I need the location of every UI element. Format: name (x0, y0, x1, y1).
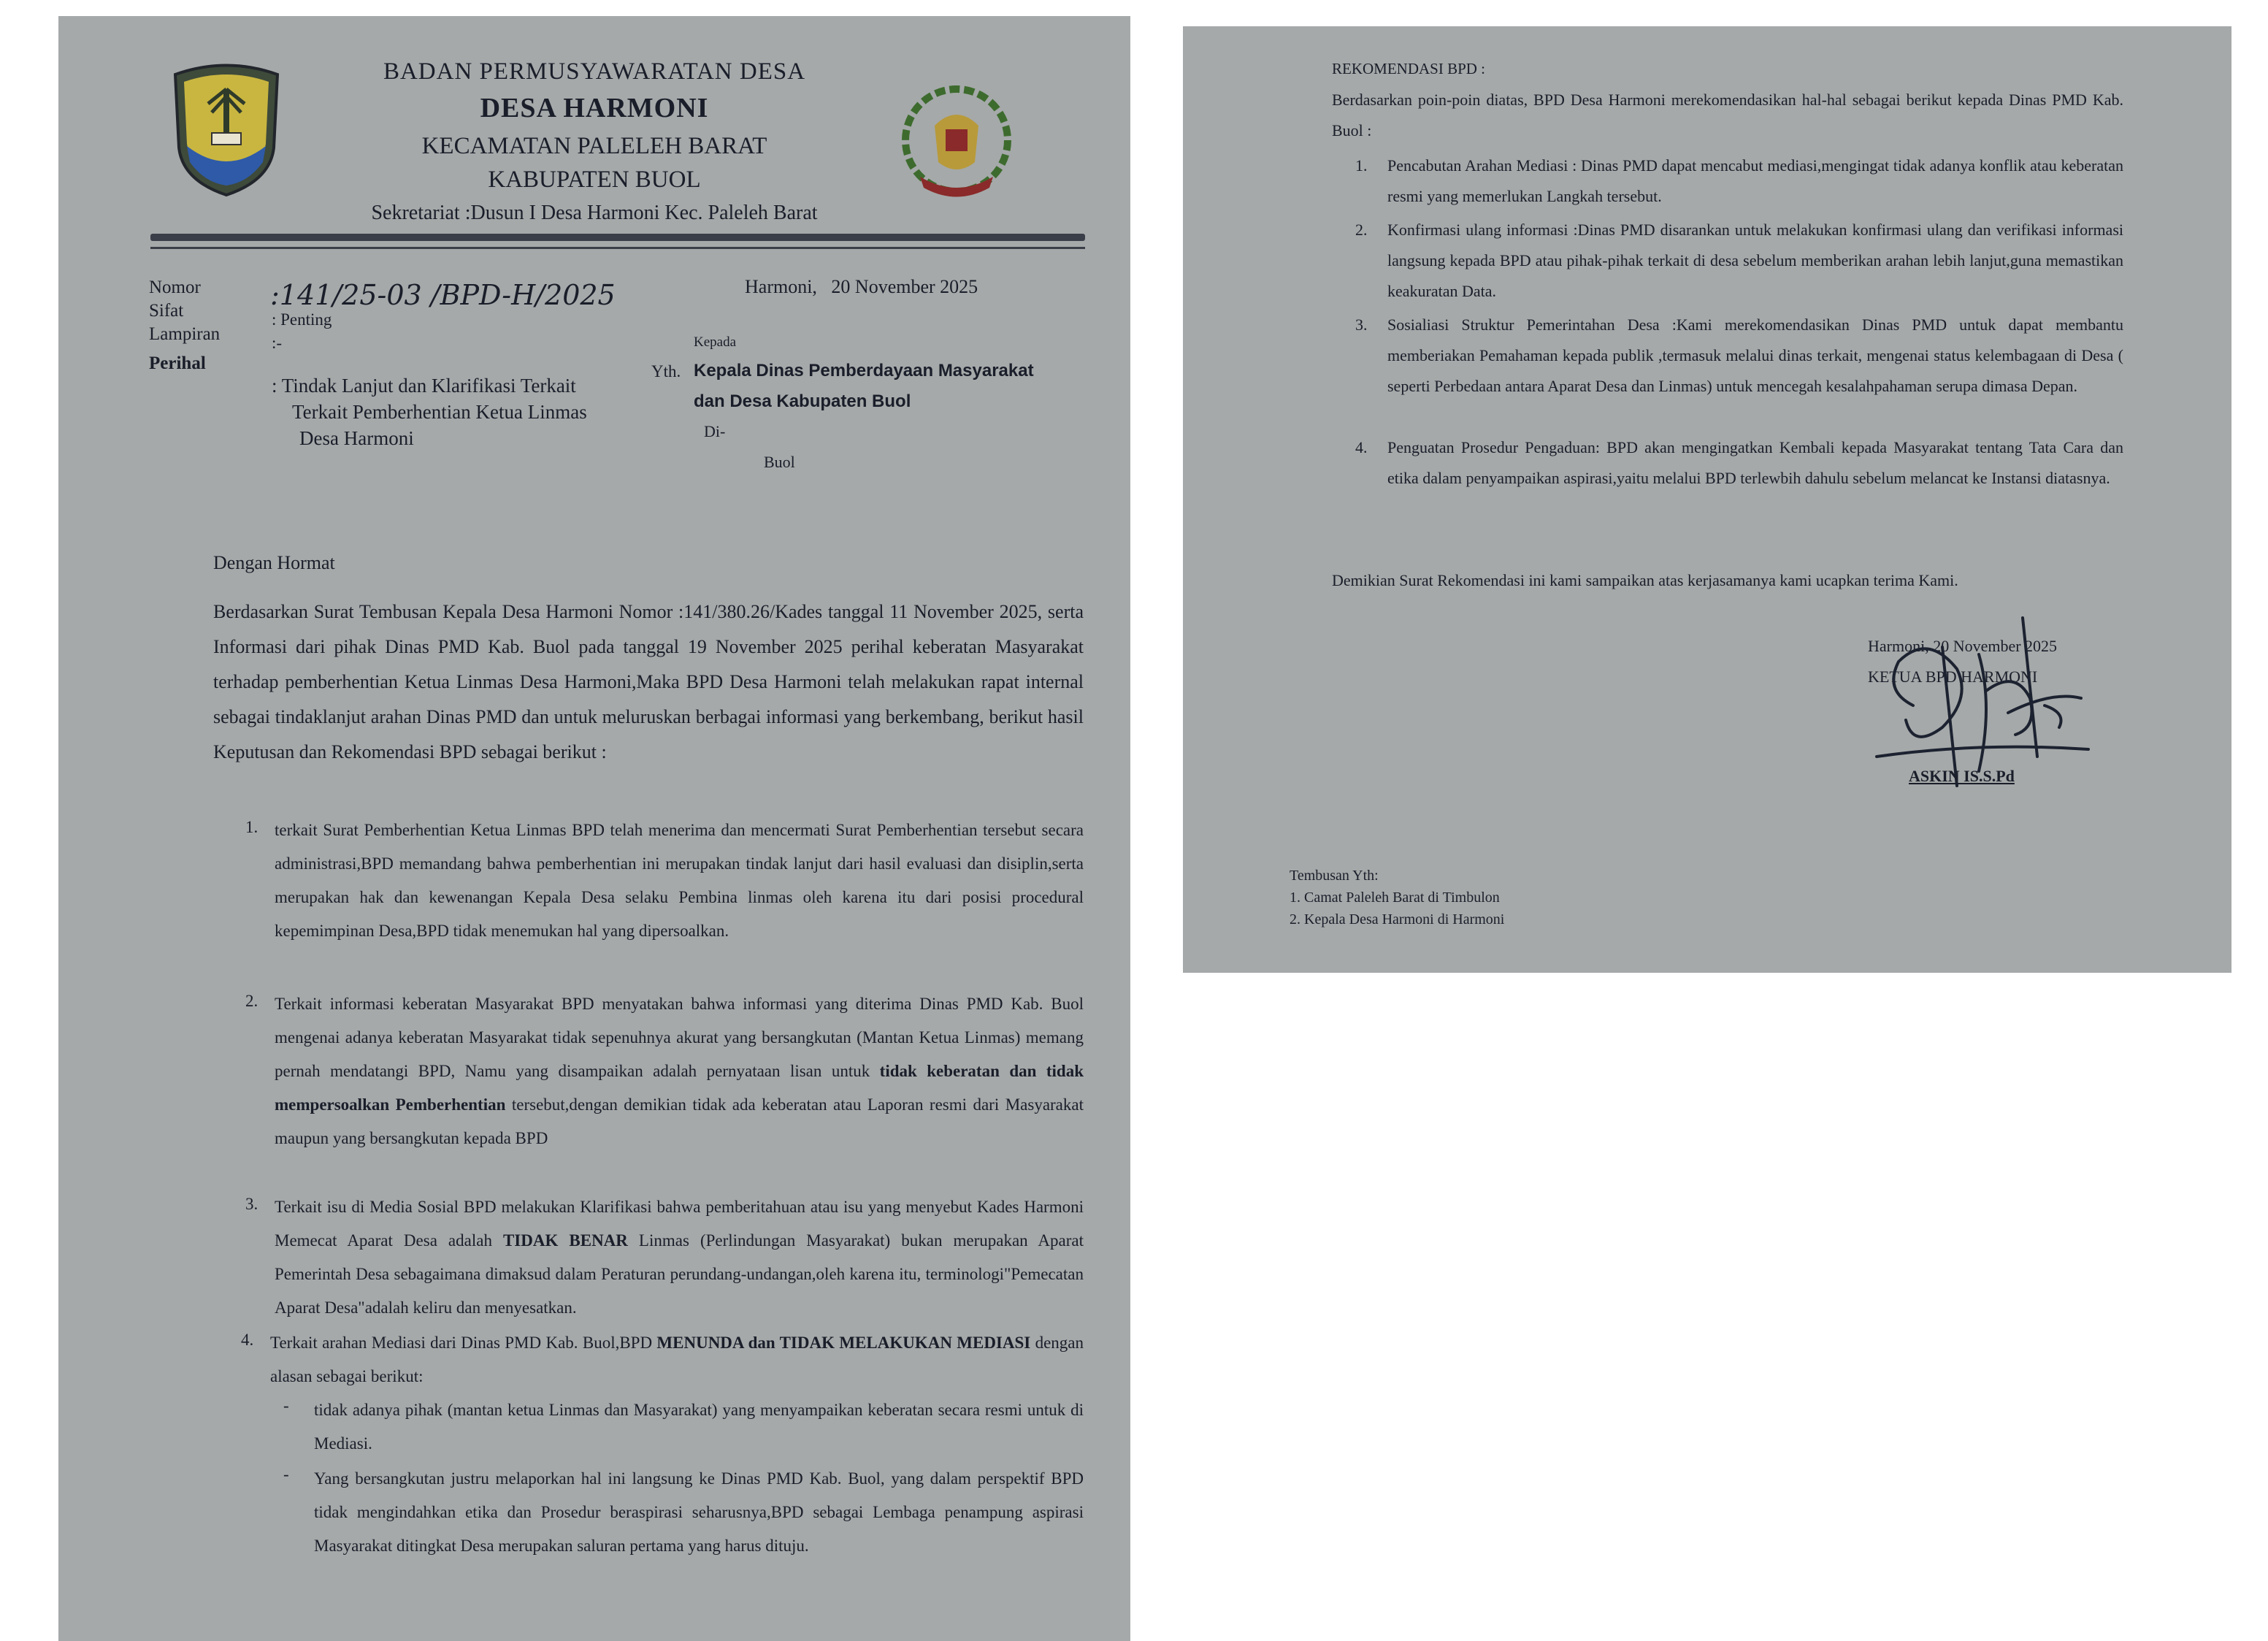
item-2-text: Terkait informasi keberatan Masyarakat BPD menyatakan bahwa informasi yang diterima Dinas PMD Kab. Buol mengenai adanya keberatan Masyarakat tidak sepenuhnya akurat yang bersangkutan (Mantan Ketua Linmas) memang pernah mendatangi BPD, Namu yang disampaikan adalah pernyataan lisan untuk tidak keberatan dan tidak mempersoalkan Pemberhentian tersebut,dengan demikian tidak ada keberatan atau Laporan resmi dari Masyarakat maupun yang bersangkutan kepada BPD (275, 995, 1084, 1147)
cc-label: Tembusan Yth: (1290, 868, 1379, 884)
letterhead-secretariat: Sekretariat :Dusun I Desa Harmoni Kec. Paleleh Barat (371, 202, 818, 224)
perihal-value-1: : Tindak Lanjut dan Klarifikasi Terkait (272, 375, 576, 397)
letterhead-district: KECAMATAN PALELEH BARAT (421, 133, 767, 159)
rec-3-number: 3. (1355, 315, 1368, 334)
item-3-text: Terkait isu di Media Sosial BPD melakukan Klarifikasi bahwa pemberitahuan atau isu yang menyebut Kades Harmoni Memecat Aparat Desa adalah TIDAK BENAR Linmas (Perlindungan Masyarakat) bukan merupakan Aparat Pemerintah Desa sebagaimana dimaksud dalam Peraturan perundang-undangan,oleh karena itu, terminologi"Pemecatan Aparat Desa"adalah keliru dan menyesatkan. (275, 1198, 1084, 1317)
intro-paragraph: Berdasarkan Surat Tembusan Kepala Desa Harmoni Nomor :141/380.26/Kades tanggal 11 November 2025, serta Informasi dari pihak Dinas PMD Kab. Buol pada tanggal 19 November 2025 perihal keberatan Masyarakat terhadap pemberhentian Ketua Linmas Desa Harmoni,Maka BPD Desa Harmoni telah melakukan rapat internal sebagai tindaklanjut arahan Dinas PMD dan untuk meluruskan berbagai informasi yang berkembang, berikut hasil Keputusan dan Rekomendasi BPD sebagai berikut : (213, 601, 1084, 762)
item-4-number: 4. (241, 1331, 254, 1349)
sub-item-2-bullet: - (283, 1465, 289, 1483)
recipient-city: Buol (764, 453, 795, 471)
signature-icon (1869, 603, 2103, 822)
nomor-value: :141/25-03 /BPD-H/2025 (270, 279, 616, 311)
perihal-label: Perihal (149, 353, 206, 373)
sub-item-1-text: tidak adanya pihak (mantan ketua Linmas dan Masyarakat) yang menyampaikan keberatan secara resmi untuk di Mediasi. (314, 1401, 1084, 1453)
perihal-value-3: Desa Harmoni (299, 427, 414, 449)
item-1-text: terkait Surat Pemberhentian Ketua Linmas BPD telah menerima dan mencermati Surat Pemberhentian tersebut secara administrasi,BPD memandang bahwa pemberhentian ini merupakan tindak lanjut dari hasil evaluasi dan disiplin,serta merupakan hak dan kewenangan Kepala Desa selaku Pembina linmas oleh karena itu dari posisi procedural kepemimpinan Desa,BPD tidak menemukan hal yang dipersoalkan. (275, 821, 1084, 940)
rec-1-number: 1. (1355, 156, 1368, 175)
letterhead-village: DESA HARMONI (480, 93, 709, 123)
sub-item-1-bullet: - (283, 1396, 289, 1415)
recipient-line-2: dan Desa Kabupaten Buol (694, 391, 911, 411)
sifat-label: Sifat (149, 301, 184, 321)
salutation: Dengan Hormat (213, 552, 335, 573)
header-divider-thin (150, 247, 1085, 249)
kepada-label: Kepada (694, 334, 737, 350)
place-date: Harmoni, 20 November 2025 (745, 276, 978, 297)
letter-page-2 (1183, 26, 2231, 973)
closing-sentence: Demikian Surat Rekomendasi ini kami sampaikan atas kerjasamanya kami ucapkan terima Kami. (1332, 571, 1958, 589)
signature-place-date: Harmoni, 20 November 2025 (1868, 637, 2058, 655)
item-3-number: 3. (245, 1195, 258, 1213)
rec-4-number: 4. (1355, 438, 1368, 456)
recipient-line-1: Kepala Dinas Pemberdayaan Masyarakat (694, 361, 1034, 380)
item-1-number: 1. (245, 818, 258, 836)
letterhead-org: BADAN PERMUSYAWARATAN DESA (383, 58, 806, 85)
perihal-value-2: Terkait Pemberhentian Ketua Linmas (292, 401, 587, 423)
nomor-label: Nomor (149, 278, 201, 297)
rec-3-text: Sosialiasi Struktur Pemerintahan Desa :Kami merekomendasikan Dinas PMD untuk dapat membantu memberiakan Pemahaman kepada publik ,termasuk melalui dinas terkait, mengenai status kelembagaan di Desa ( seperti Perbedaan antara Aparat Desa dan Linmas) untuk mencegah kesalahpahaman serupa dimasa Depan. (1387, 315, 2123, 395)
signature-name: ASKIN IS.S.Pd (1909, 767, 2015, 785)
di-label: Di- (704, 422, 726, 440)
cc-item-2: 2. Kepala Desa Harmoni di Harmoni (1290, 911, 1505, 927)
rec-2-text: Konfirmasi ulang informasi :Dinas PMD disarankan untuk melakukan konfirmasi ulang dan verifikasi informasi langsung kepada BPD atau pihak-pihak terkait di desa sebelum memberikan arahan lebih lanjut,guna memastikan keakuratan Data. (1387, 221, 2123, 300)
rec-4-text: Penguatan Prosedur Pengaduan: BPD akan mengingatkan Kembali kepada Masyarakat tentang Tata Cara dan etika dalam penyampaikan aspirasi,yaitu melalui BPD terlewbih dahulu sebelum melancat ke Instansi diatasnya. (1387, 438, 2123, 487)
recommendation-heading: REKOMENDASI BPD : (1332, 60, 1486, 77)
header-divider (150, 234, 1085, 241)
item-4-text: Terkait arahan Mediasi dari Dinas PMD Kab. Buol,BPD MENUNDA dan TIDAK MELAKUKAN MEDIASI dengan alasan sebagai berikut: (270, 1334, 1084, 1385)
sub-item-2-text: Yang bersangkutan justru melaporkan hal ini langsung ke Dinas PMD Kab. Buol, yang dalam perspektif BPD tidak mengindahkan etika dan Prosedur beraspirasi seharusnya,BPD sebagai Lembaga penampung aspirasi Masyarakat ditingkat Desa merupakan saluran pertama yang harus dituju. (314, 1469, 1084, 1555)
lampiran-label: Lampiran (149, 324, 221, 344)
sifat-value: : Penting (272, 310, 332, 329)
item-2-number: 2. (245, 992, 258, 1010)
letterhead-regency: KABUPATEN BUOL (488, 167, 701, 193)
rec-1-text: Pencabutan Arahan Mediasi : Dinas PMD dapat mencabut mediasi,mengingat tidak adanya konflik atau keberatan resmi yang memerlukan Langkah tersebut. (1387, 156, 2123, 205)
lampiran-value: :- (272, 334, 283, 352)
cc-item-1: 1. Camat Paleleh Barat di Timbulon (1290, 890, 1500, 906)
recommendation-intro: Berdasarkan poin-poin diatas, BPD Desa Harmoni merekomendasikan hal-hal sebagai berikut kepada Dinas PMD Kab. Buol : (1332, 91, 2123, 139)
rec-2-number: 2. (1355, 221, 1368, 239)
signature-title: KETUA BPD HARMONI (1868, 668, 2038, 686)
letter-page-1 (58, 16, 1130, 1641)
yth-label: Yth. (651, 362, 681, 380)
